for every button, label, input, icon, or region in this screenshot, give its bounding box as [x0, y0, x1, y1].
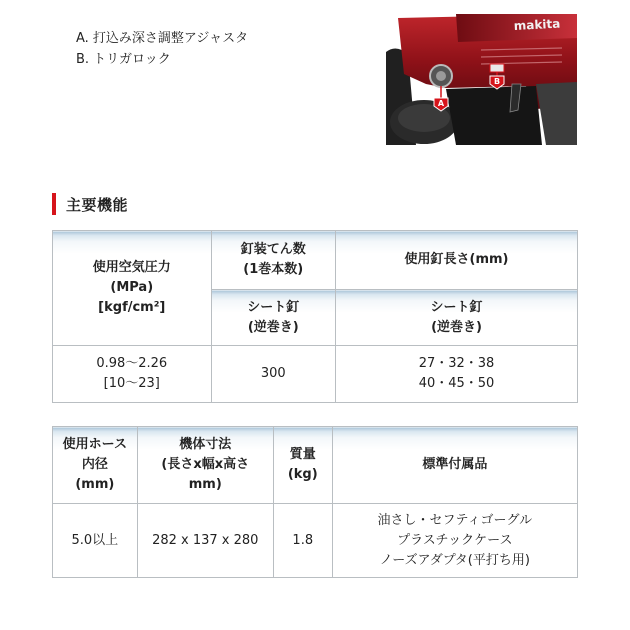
- dimensions-header: 機体寸法 (長さx幅x高さ mm): [137, 427, 273, 504]
- accessories-value: 油さし・セフティゴーグル プラスチックケース ノーズアダプタ(平打ち用): [332, 504, 577, 578]
- nail-capacity-header: 釘装てん数 (1巻本数): [211, 231, 335, 290]
- nail-length-header: 使用釘長さ(mm): [336, 231, 578, 290]
- legend-item-b: B. トリガロック: [76, 52, 171, 67]
- brand-text: makita: [513, 16, 561, 33]
- section-heading: [52, 193, 128, 215]
- dimensions-value: 282 x 137 x 280: [137, 504, 273, 578]
- section-title: 主要機能: [66, 195, 129, 214]
- hose-header: 使用ホース 内径 (mm): [53, 427, 138, 504]
- section-accent-bar: [52, 193, 56, 215]
- nail-length-value: 27・32・38 40・45・50: [336, 346, 578, 403]
- legend-item-a: A. 打込み深さ調整アジャスタ: [76, 31, 249, 46]
- accessories-header: 標準付属品: [332, 427, 577, 504]
- parts-legend: [76, 28, 248, 70]
- marker-b-label: B: [493, 77, 501, 86]
- weight-value: 1.8: [273, 504, 332, 578]
- sheet-nail-header-left: シート釘 (逆巻き): [211, 290, 335, 346]
- air-pressure-value: 0.98～2.26 [10～23]: [53, 346, 212, 403]
- product-photo: [386, 14, 577, 145]
- spec-table-2: [52, 426, 578, 578]
- hose-value: 5.0以上: [53, 504, 138, 578]
- spec-table-1: [52, 230, 578, 403]
- nail-capacity-value: 300: [211, 346, 335, 403]
- air-pressure-header: 使用空気圧力 (MPa) [kgf/cm²]: [53, 231, 212, 346]
- marker-a-label: A: [437, 99, 445, 108]
- nailer-illustration: [386, 14, 577, 145]
- sheet-nail-header-right: シート釘 (逆巻き): [336, 290, 578, 346]
- weight-header: 質量 (kg): [273, 427, 332, 504]
